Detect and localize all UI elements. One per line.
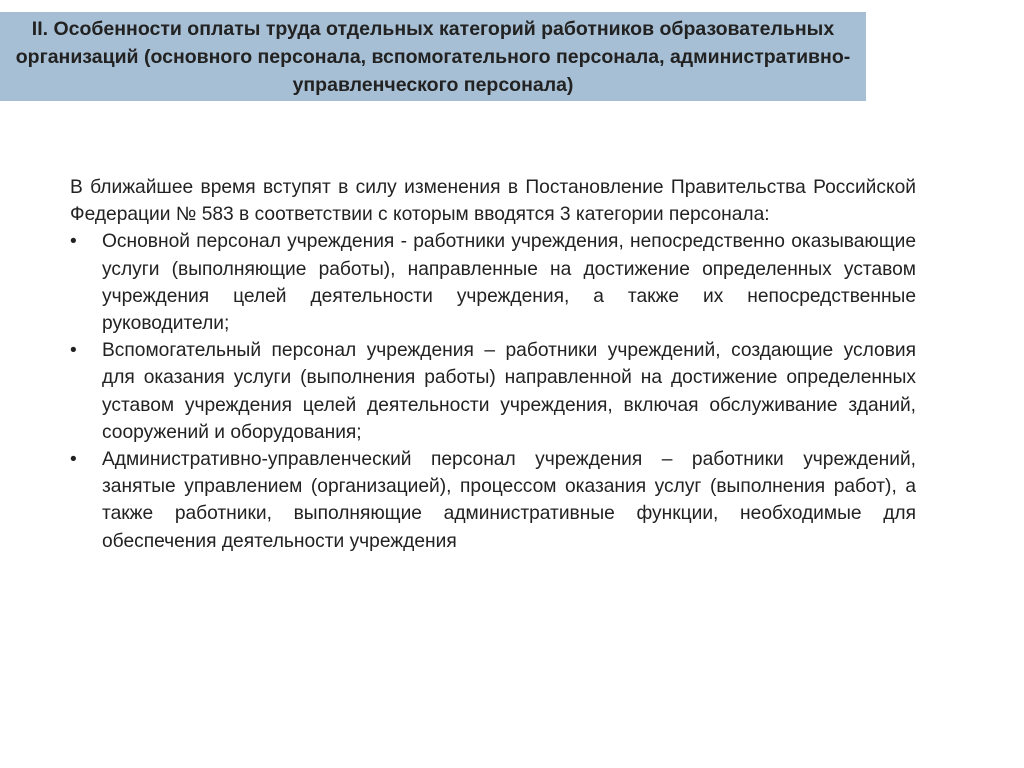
bullet-text: Вспомогательный персонал учреждения – работники учреждений, создающие условия для оказания услуги (выполнения работы) направленной на достижение определенных уставом учреждения целей деятельности учреждения, включая обслуживание зданий, сооружений и оборудования; bbox=[102, 340, 916, 443]
slide-body bbox=[70, 174, 916, 555]
slide-title: II. Особенности оплаты труда отдельных категорий работников образовательных организаций (основного персонала, вспомогательного персонала, административно-управленческого персонала) bbox=[15, 17, 851, 96]
bullet-list bbox=[70, 228, 916, 554]
bullet-icon: • bbox=[70, 231, 77, 253]
title-band bbox=[0, 12, 866, 101]
bullet-text: Административно-управленческий персонал учреждения – работники учреждений, занятые управлением (организацией), процессом оказания услуг (выполнения работ), а также работники, выполняющие административные функции, необходимые для обеспечения деятельности учреждения bbox=[102, 449, 916, 552]
bullet-icon: • bbox=[70, 449, 77, 471]
bullet-item-support-staff bbox=[70, 337, 916, 446]
bullet-icon: • bbox=[70, 340, 77, 362]
bullet-item-main-staff bbox=[70, 228, 916, 337]
bullet-text: Основной персонал учреждения - работники учреждения, непосредственно оказывающие услуги (выполняющие работы), направленные на достижение определенных уставом учреждения целей деятельности учреждения, а также их непосредственные руководители; bbox=[102, 231, 916, 335]
bullet-item-admin-staff bbox=[70, 446, 916, 555]
intro-paragraph: В ближайшее время вступят в силу изменения в Постановление Правительства Российской Федерации № 583 в соответствии с которым вводятся 3 категории персонала: bbox=[70, 177, 916, 226]
